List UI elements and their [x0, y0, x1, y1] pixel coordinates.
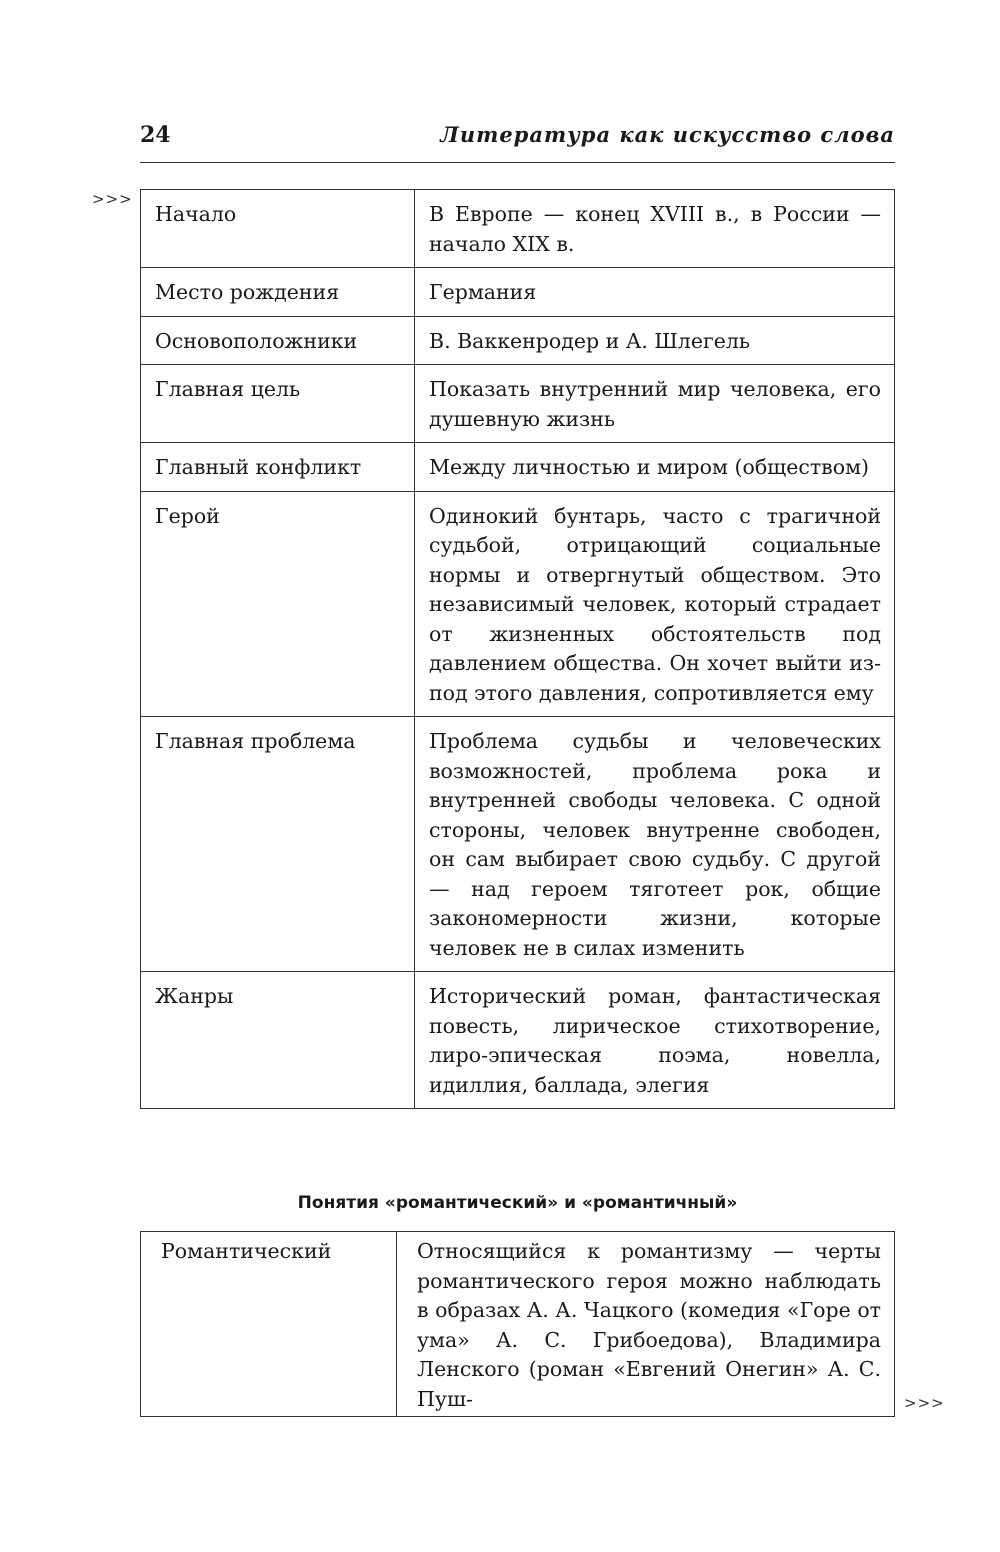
page-header [140, 122, 895, 162]
continuation-marker-top: >>> [92, 190, 133, 208]
row-label: Основоположники [141, 316, 415, 365]
table-row [141, 316, 895, 365]
header-rule [140, 162, 895, 163]
table-row [141, 717, 895, 972]
concepts-table [140, 1231, 895, 1417]
table-row [141, 190, 895, 268]
row-value: В. Ваккенродер и А. Шлегель [415, 316, 895, 365]
row-label: Главный конфликт [141, 443, 415, 492]
row-label: Романтический [141, 1232, 397, 1417]
running-title: Литература как искусство слова [440, 122, 895, 147]
continuation-marker-bottom: >>> [904, 1394, 945, 1412]
page-number: 24 [140, 122, 171, 148]
row-value: Показать внутренний мир человека, его душевную жизнь [415, 365, 895, 443]
table-row [141, 972, 895, 1109]
row-label: Начало [141, 190, 415, 268]
table-row [141, 443, 895, 492]
row-value: Одинокий бунтарь, часто с трагичной судьбой, отрицающий социальные нормы и отвергнутый обществом. Это независимый человек, который страдает от жизненных обстоятельств под давлением общества. Он хочет выйти из-под этого давления, сопротивляется ему [415, 491, 895, 717]
row-label: Герой [141, 491, 415, 717]
row-value: Проблема судьбы и человеческих возможностей, проблема рока и внутренней свободы человека. С одной стороны, человек внутренне свободен, он сам выбирает свою судьбу. С другой — над героем тяготеет рок, общие закономерности жизни, которые человек не в силах изменить [415, 717, 895, 972]
romanticism-table [140, 189, 895, 1109]
row-value: Относящийся к романтизму — черты романтического героя можно наблюдать в образах А. А. Чацкого (комедия «Горе от ума» А. С. Грибоедова), Владимира Ленского (роман «Евгений Онегин» А. С. Пуш- [397, 1232, 895, 1417]
row-label: Главная цель [141, 365, 415, 443]
row-label: Жанры [141, 972, 415, 1109]
row-value: Между личностью и миром (обществом) [415, 443, 895, 492]
table-row [141, 1232, 895, 1417]
table-row [141, 268, 895, 317]
row-value: Исторический роман, фантастическая повесть, лирическое стихотворение, лиро-эпическая поэма, новелла, идиллия, баллада, элегия [415, 972, 895, 1109]
row-label: Место рождения [141, 268, 415, 317]
row-label: Главная проблема [141, 717, 415, 972]
table-row [141, 491, 895, 717]
row-value: Германия [415, 268, 895, 317]
row-value: В Европе — конец XVIII в., в России — начало XIX в. [415, 190, 895, 268]
table-row [141, 365, 895, 443]
section-title: Понятия «романтический» и «романтичный» [297, 1193, 738, 1213]
